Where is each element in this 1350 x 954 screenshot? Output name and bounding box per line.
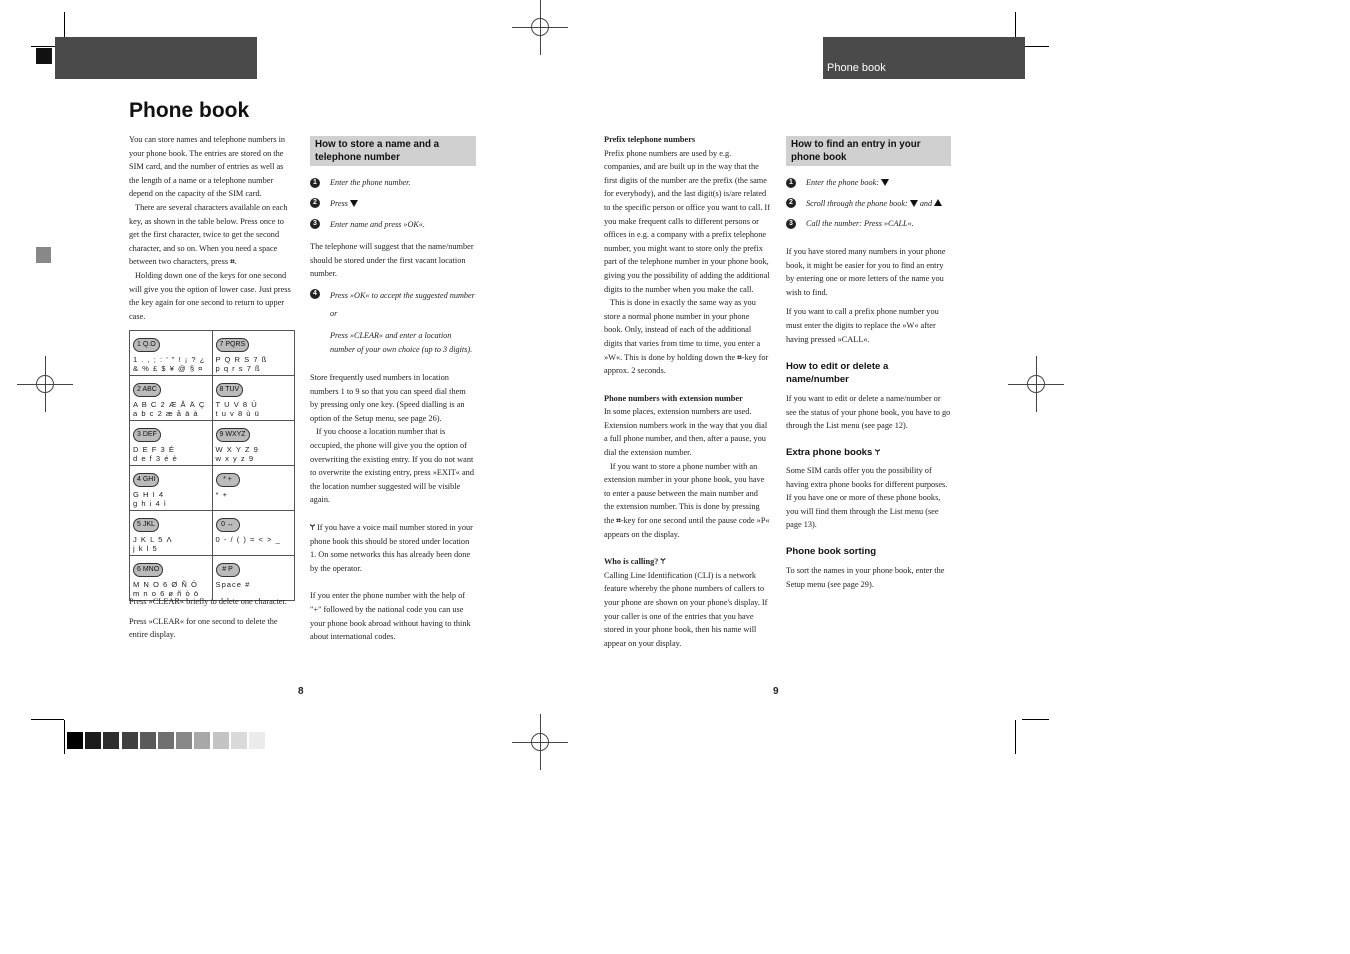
text: If you want to store a phone number with an extension number in your phone book, you have to enter a pause between the main number and the extension number. This is done by pressing the — [604, 461, 765, 526]
text: This is done in exactly the same way as you store a normal phone number in your phone book. Only, instead of each of the additional digits that varies from time to time, you enter a »W«. This is done by holding down the — [604, 298, 761, 362]
text: -key for approx. 2 seconds. — [604, 352, 769, 376]
key-lower-chars: d e f 3 é è — [133, 454, 178, 463]
key-cell — [212, 376, 295, 421]
side-marker — [36, 247, 51, 263]
step-number-icon: 2 — [786, 198, 796, 208]
antenna-icon: Ɏ — [660, 557, 666, 567]
step-1: Enter the phone number. — [330, 178, 411, 187]
hash-key-icon: ⌗ — [230, 257, 235, 267]
key-upper-chars: Space # — [215, 580, 251, 589]
page-number: 8 — [298, 686, 304, 697]
key-cap-icon: 8 TUV — [216, 383, 244, 397]
paragraph: If you want to edit or delete a name/number or see the status of your phone book, you have to go through the List menu (see page 12). — [786, 394, 951, 431]
paragraph — [310, 521, 476, 575]
key-lower-chars: a b c 2 æ å ä à — [133, 409, 199, 418]
step-number-icon: 2 — [310, 198, 320, 208]
corner-square — [36, 48, 52, 64]
column-2-text — [310, 371, 476, 644]
subheading: Phone book sorting — [786, 545, 877, 557]
antenna-icon: Ɏ — [875, 447, 880, 457]
section-box-find: How to find an entry in your phone book — [786, 136, 951, 166]
registration-mark — [531, 18, 549, 36]
text: and — [919, 199, 933, 208]
key-upper-chars: M N O 6 Ø Ñ Ö — [133, 580, 198, 589]
paragraph: If you have stored many numbers in your phone book, it might be easier for you to find an entry by entering one or more letters of the name you wish to find. — [786, 247, 946, 297]
step-2 — [806, 199, 942, 208]
paragraph: If you choose a location number that is occupied, the phone will give you the option of overwriting the existing entry. If you do not want to overwrite the existing entry, press »EXIT« and the location number suggested will be visible again. — [310, 427, 474, 505]
paragraph: If you want to call a prefix phone number you must enter the digits to replace the »W« after having pressed »CALL«. — [786, 307, 939, 344]
paragraph: In some places, extension numbers are used. Extension numbers work in the way that you dial a full phone number, and then, after a pause, you dial the extension number. — [604, 407, 768, 458]
up-arrow-icon — [934, 199, 942, 206]
key-lower-chars: m n o 6 ø ñ ò ö — [133, 589, 200, 598]
subheading — [786, 446, 952, 459]
paragraph: Some SIM cards offer you the possibility of having extra phone books for different purposes. If you have one or more of these phone books, you will find them through the List menu (see page 13). — [786, 465, 948, 530]
clear-notes — [129, 595, 297, 642]
paragraph: To sort the names in your phone book, enter the Setup menu (see page 29). — [786, 565, 945, 589]
key-cap-icon: * + — [216, 473, 240, 487]
key-cell — [212, 466, 295, 511]
crop-mark — [64, 720, 65, 754]
color-swatch — [158, 732, 174, 749]
key-cell — [212, 511, 295, 556]
antenna-icon: Ɏ — [310, 522, 315, 532]
paragraph — [604, 296, 770, 378]
crop-mark — [31, 719, 64, 720]
paragraph: Press »CLEAR« briefly to delete one character. — [129, 597, 287, 606]
page-number: 9 — [773, 686, 779, 697]
key-cap-icon: 4 GHI — [133, 473, 159, 487]
subheading — [604, 555, 770, 569]
key-cell — [130, 511, 213, 556]
step-2 — [330, 199, 358, 208]
step-3: Call the number: Press »CALL«. — [806, 219, 914, 228]
paragraph: Prefix phone numbers are used by e.g. companies, and are built up in the way that the first digits of the number are the prefix (the same for everybody), and the last digit(s) is/are related to the specific person or office you want to call. If you make frequent calls to different persons or offices in e.g. a company with a prefix telephone number, you might want to store only the prefix part of the telephone number in your phone book, giving you the possibility of adding the additional digits to the number when you make the call. — [604, 148, 770, 294]
hash-key-icon: ⌗ — [737, 352, 742, 362]
column-3 — [604, 133, 770, 650]
text: Enter the phone book: — [806, 178, 879, 187]
color-swatch — [194, 732, 210, 749]
step-number-icon: 1 — [310, 178, 320, 188]
color-swatch — [213, 732, 229, 749]
key-cap-icon: 9 WXYZ — [216, 428, 250, 442]
text: Extra phone books — [786, 446, 873, 458]
text: Scroll through the phone book: — [806, 199, 908, 208]
section-box-store: How to store a name and a telephone number — [310, 136, 476, 166]
paragraph: Press »CLEAR« for one second to delete the entire display. — [129, 616, 278, 640]
paragraph: Holding down one of the keys for one second will give you the option of lower case. Just press the key again for one second to return to upper case. — [129, 270, 291, 321]
page-title: Phone book — [129, 99, 250, 122]
key-upper-chars: P Q R S 7 ß — [215, 355, 268, 364]
key-upper-chars: D E F 3 É — [133, 445, 175, 454]
key-cap-icon: 0 ↔ — [216, 518, 240, 532]
key-cap-icon: 2 ABC — [133, 383, 161, 397]
key-upper-chars: W X Y Z 9 — [215, 445, 259, 454]
key-upper-chars: 1 . , ; : ' " ! ¡ ? ¿ — [133, 355, 206, 364]
step-number-icon: 1 — [786, 178, 796, 188]
key-cap-icon: 3 DEF — [133, 428, 161, 442]
paragraph: Calling Line Identification (CLI) is a network feature whereby the phone numbers of callers to your phone are shown on your phone's display. If your caller is one of the entries that you have stored in your phone book, then his name will appear on your display. — [604, 570, 768, 648]
key-cap-icon: # P — [216, 563, 240, 577]
key-lower-chars: w x y z 9 — [215, 454, 255, 463]
step-4: Press »OK« to accept the suggested number — [330, 291, 475, 300]
key-character-table — [129, 330, 295, 601]
color-swatch — [122, 732, 138, 749]
color-swatch — [85, 732, 101, 749]
right-header-bar — [823, 37, 1025, 79]
key-row — [130, 376, 295, 421]
down-arrow-icon — [910, 200, 918, 207]
key-lower-chars: & % £ $ ¥ @ § ¤ — [133, 364, 204, 373]
text: Press — [330, 199, 348, 208]
key-cap-icon: 7 PQRS — [216, 338, 250, 352]
key-cap-icon: 6 MNO — [133, 563, 163, 577]
step-or: or — [330, 309, 338, 318]
color-swatch — [67, 732, 83, 749]
key-lower-chars: p q r s 7 ß — [215, 364, 261, 373]
key-cell — [130, 376, 213, 421]
text: Who is calling? — [604, 557, 659, 567]
paragraph: Store frequently used numbers in location numbers 1 to 9 so that you can speed dial them by pressing only one key. (Speed dialling is an option of the Setup menu, see page 26). — [310, 373, 466, 423]
key-lower-chars: t u v 8 ù ü — [215, 409, 260, 418]
paragraph — [604, 460, 770, 542]
color-swatch — [176, 732, 192, 749]
key-upper-chars: * + — [215, 490, 228, 499]
key-lower-chars: g h i 4 ì — [133, 499, 167, 508]
color-swatch — [249, 732, 265, 749]
crop-mark — [1015, 720, 1016, 754]
key-cell — [130, 556, 213, 601]
down-arrow-icon — [350, 200, 358, 207]
paragraph — [129, 201, 295, 269]
key-upper-chars: 0 - / ( ) = < > _ — [215, 535, 281, 544]
step-number-icon: 3 — [786, 219, 796, 229]
key-upper-chars: T U V 8 Ü — [215, 400, 258, 409]
color-swatch — [103, 732, 119, 749]
paragraph: The telephone will suggest that the name/number should be stored under the first vacant location number. — [310, 242, 474, 279]
key-upper-chars: J K L 5 Λ — [133, 535, 173, 544]
text: If you have a voice mail number stored in your phone book this should be stored under location 1. On some networks this has already been done by the operator. — [310, 522, 473, 573]
subheading: How to edit or delete a name/number — [786, 361, 889, 386]
text: -key for one second until the pause code »P« appears on the display. — [604, 516, 770, 539]
registration-mark — [1027, 375, 1045, 393]
color-swatch — [140, 732, 156, 749]
left-header-bar — [55, 37, 257, 79]
header-title: Phone book — [827, 62, 886, 74]
paragraph: You can store names and telephone numbers in your phone book. The entries are stored on the SIM card, and the number of entries as well as the length of a name or a telephone number depend on the capacity of the SIM card. — [129, 135, 286, 199]
key-upper-chars: G H I 4 — [133, 490, 165, 499]
key-cell — [212, 421, 295, 466]
paragraph: If you enter the phone number with the help of "+" followed by the national code you can use your phone book abroad without having to think about international codes. — [310, 591, 471, 642]
key-cap-icon: 1 Q.O — [133, 338, 160, 352]
key-row — [130, 511, 295, 556]
key-cell — [212, 331, 295, 376]
step-3: Enter name and press »OK«. — [330, 220, 425, 229]
step-number-icon: 4 — [310, 289, 320, 299]
key-cap-icon: 5 JKL — [133, 518, 159, 532]
text: . — [234, 257, 237, 267]
step-1 — [806, 178, 889, 187]
key-row — [130, 466, 295, 511]
subheading: Phone numbers with extension number — [604, 393, 743, 403]
key-cell — [130, 466, 213, 511]
key-cell — [130, 421, 213, 466]
key-cell — [130, 331, 213, 376]
key-cell — [212, 556, 295, 601]
column-4-text — [786, 245, 952, 591]
key-row — [130, 421, 295, 466]
key-row — [130, 556, 295, 601]
registration-mark — [531, 733, 549, 751]
key-row — [130, 331, 295, 376]
crop-mark — [1022, 719, 1049, 720]
key-lower-chars: j k l 5 — [133, 544, 158, 553]
down-arrow-icon — [881, 179, 889, 186]
text: There are several characters available on each key, as shown in the table below. Press once to get the first character, twice to get the second character, and so on. When you need a space between two characters, press — [129, 202, 288, 267]
column-1 — [129, 133, 295, 323]
key-upper-chars: A B C 2 Æ Å Ä Ç — [133, 400, 206, 409]
step-number-icon: 3 — [310, 219, 320, 229]
subheading: Prefix telephone numbers — [604, 135, 696, 144]
registration-mark — [36, 375, 54, 393]
hash-key-icon: ⌗ — [616, 516, 621, 526]
color-swatch — [231, 732, 247, 749]
step-4-alt: Press »CLEAR« and enter a location number of your own choice (up to 3 digits). — [330, 331, 473, 354]
